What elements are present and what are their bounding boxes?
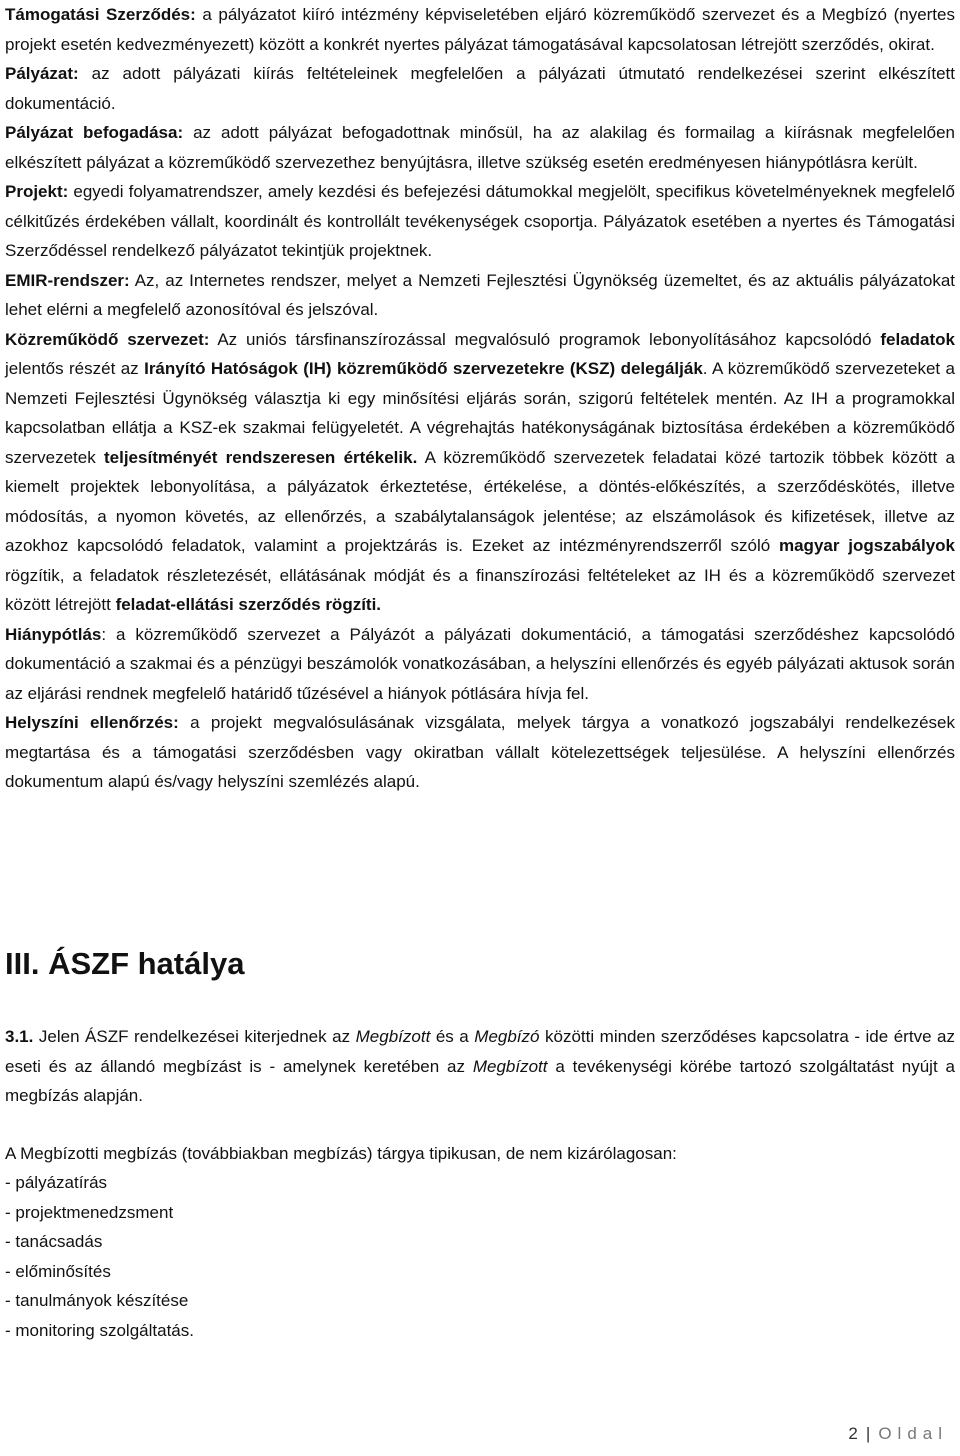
- list-item: - előminősítés: [5, 1261, 111, 1281]
- bold-phrase: teljesítményét rendszeresen értékelik.: [104, 447, 418, 467]
- definition-term: Közreműködő szervezet:: [5, 329, 210, 349]
- definition-text: az adott pályázati kiírás feltételeinek megfelelően a pályázati útmutató rendelkezései szerint elkészített dokumentáció.: [5, 64, 955, 113]
- definitions-block: [5, 0, 955, 797]
- definition-text: A közreműködő szervezetek feladatai közé tartozik többek között a kiemelt projektek lebonyolítása, a pályázatok érkeztetése, értékelése, a döntés-előkészítés, a szerződéskötés, illetve módosítás, a nyomon követés, az ellenőrzés, a szabálytalanságok jelentése; az elszámolások és kifizetések, illetve az azokhoz kapcsolódó feladatok, valamint a projektzárás is. Ezeket az intézményrendszerről szóló: [5, 447, 955, 555]
- definition-text: Az uniós társfinanszírozással megvalósuló programok lebonyolításához kapcsolódó: [209, 329, 881, 349]
- bold-phrase: feladatok: [880, 329, 955, 349]
- definition-helyszini-ellenorzes: [5, 708, 955, 797]
- definition-emir: [5, 266, 955, 325]
- definition-term: Hiánypótlás: [5, 624, 102, 644]
- page-footer: [848, 1424, 948, 1444]
- definition-projekt: [5, 177, 955, 266]
- bold-phrase: Irányító Hatóságok (IH) közreműködő szervezetekre (KSZ) delegálják: [144, 359, 703, 378]
- definition-term: Pályázat:: [5, 64, 79, 83]
- page-number: 2: [848, 1424, 858, 1443]
- definition-text: az adott pályázat befogadottnak minősül, ha az alakilag és formailag a kiírásnak megfelelően elkészített pályázat a közreműködő szervezethez benyújtásra, illetve szükség esetén eredményesen hiánypótlásra került.: [5, 123, 955, 172]
- clause-text: és a: [430, 1027, 475, 1046]
- clause-text: közötti minden szerződéses kapcsolatra - ide értve az eseti és az állandó megbízást is - amelynek keretében az: [5, 1027, 955, 1076]
- definition-term: Projekt:: [5, 182, 69, 201]
- definition-text: . A közreműködő szervezeteket a Nemzeti Fejlesztési Ügynökség választja ki egy minősítési eljárás során, szigorú feltételek mentén. Az IH a programokkal kapcsolatban ellátja a KSZ-ek szakmai felügyeletét. A végrehajtás hatékonyságának biztosítása érdekében a közreműködő szervezetek: [5, 359, 955, 467]
- definition-text: a projekt megvalósulásának vizsgálata, melyek tárgya a vonatkozó jogszabályi rendelkezések megtartása és a támogatási szerződésben vagy okiratban vállalt kötelezettségek teljesülése. A helyszíni ellenőrzés dokumentum alapú és/vagy helyszíni szemlézés alapú.: [5, 713, 955, 791]
- service-list: [5, 1168, 194, 1345]
- definition-palyazat: [5, 59, 955, 118]
- list-intro: A Megbízotti megbízás (továbbiakban megbízás) tárgya tipikusan, de nem kizárólagosan:: [5, 1144, 677, 1163]
- definition-text: a pályázatot kiíró intézmény képviseletében eljáró közreműködő szervezet és a Megbízó (nyertes projekt esetén kedvezményezett) között a konkrét nyertes pályázat támogatásával kapcsolatosan létrejött szerződés, okirat.: [5, 5, 955, 54]
- list-item: - tanácsadás: [5, 1232, 103, 1251]
- definition-term: Támogatási Szerződés:: [5, 5, 196, 24]
- definition-text: : a közreműködő szervezet a Pályázót a pályázati dokumentáció, a támogatási szerződéshez kapcsolódó dokumentáció a szakmai és a pénzügyi beszámolók vonatkozásában, a helyszíni ellenőrzés és egyéb pályázati aktusok során az eljárási rendnek megfelelő határidő tűzésével a hiányok pótlására hívja fel.: [5, 624, 955, 703]
- definition-term: Helyszíni ellenőrzés:: [5, 713, 179, 732]
- clause-text: Jelen ÁSZF rendelkezései kiterjednek az: [33, 1027, 356, 1046]
- italic-term: Megbízott: [355, 1027, 431, 1046]
- definition-term: EMIR-rendszer:: [5, 270, 130, 290]
- bold-phrase: feladat-ellátási szerződés rögzíti.: [115, 595, 382, 614]
- footer-separator: |: [865, 1424, 871, 1443]
- italic-term: Megbízott: [472, 1056, 548, 1076]
- section-3-1-paragraph: [5, 1022, 955, 1111]
- definition-text: rögzítik, a feladatok részletezését, ellátásának módját és a finanszírozási feltételeket az IH és a közreműködő szervezet között létrejött: [5, 565, 955, 614]
- definition-text: jelentős részét az: [5, 359, 145, 378]
- bold-phrase: magyar jogszabályok: [778, 536, 955, 555]
- definition-kozremukodo-szervezet: [5, 325, 955, 620]
- clause-text: a tevékenységi körébe tartozó szolgáltatást nyújt a megbízás alapján.: [5, 1056, 955, 1105]
- list-item: - pályázatírás: [5, 1173, 108, 1192]
- definition-palyazat-befogadasa: [5, 118, 955, 177]
- section-heading: III. ÁSZF hatálya: [5, 946, 245, 981]
- definition-tamogatasi-szerzodes: [5, 0, 955, 59]
- list-item: - tanulmányok készítése: [5, 1291, 189, 1310]
- definition-hianypotlas: [5, 620, 955, 709]
- italic-term: Megbízó: [474, 1027, 540, 1046]
- page-label: Oldal: [878, 1424, 948, 1443]
- section-3-1: [5, 1022, 955, 1111]
- definition-term: Pályázat befogadása:: [5, 123, 184, 142]
- definition-text: egyedi folyamatrendszer, amely kezdési és befejezési dátumokkal megjelölt, specifikus követelményeknek megfelelő célkitűzés érdekében vállalt, koordinált és kontrollált tevékenységek csoportja. Pályázatok esetében a nyertes és Támogatási Szerződéssel rendelkező pályázatot tekintjük projektnek.: [5, 182, 955, 260]
- list-item: - monitoring szolgáltatás.: [5, 1320, 194, 1340]
- definition-text: Az, az Internetes rendszer, melyet a Nemzeti Fejlesztési Ügynökség üzemeltet, és az aktuális pályázatokat lehet elérni a megfelelő azonosítóval és jelszóval.: [5, 270, 955, 319]
- list-item: - projektmenedzsment: [5, 1202, 174, 1222]
- clause-number: 3.1.: [5, 1027, 34, 1046]
